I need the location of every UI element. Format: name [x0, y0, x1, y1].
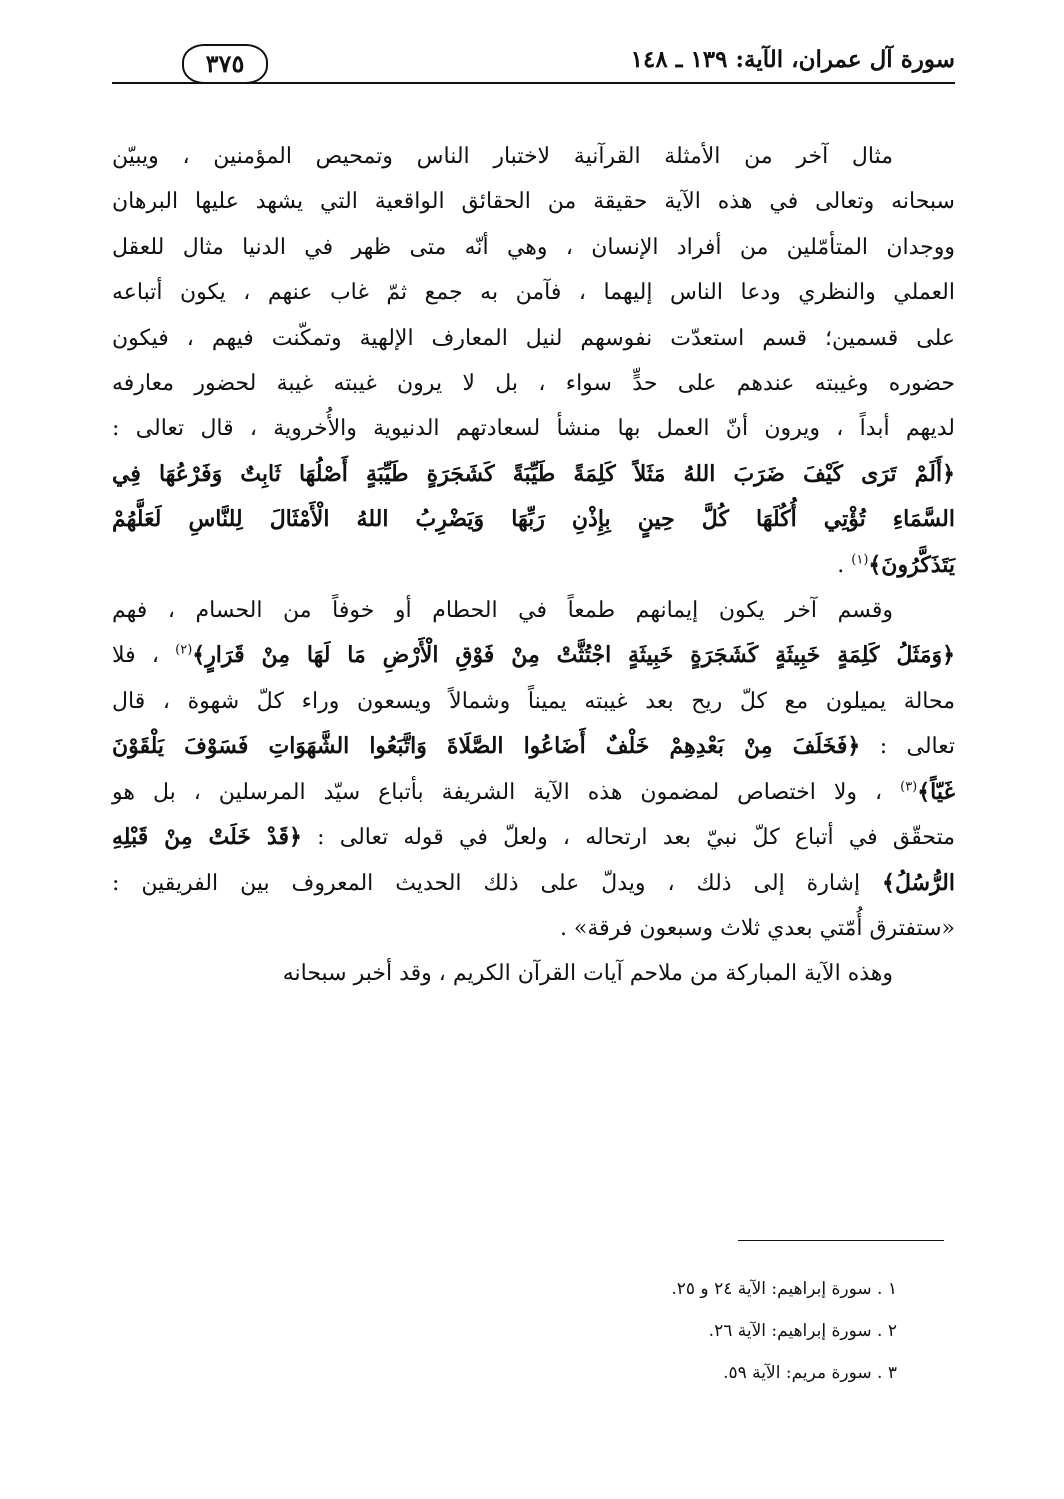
- main-text: [112, 134, 955, 997]
- footnote-2: ٢ . سورة إبراهيم: الآية ٢٦.: [708, 1321, 897, 1341]
- text-segment: مثال آخر من الأمثلة القرآنية لاختبار الناس وتمحيص المؤمنين ، ويبيّن: [112, 144, 893, 169]
- footnote-1: ١ . سورة إبراهيم: الآية ٢٤ و ٢٥.: [671, 1279, 897, 1299]
- running-header: [112, 36, 955, 86]
- text-line: [112, 270, 955, 315]
- text-segment: إشارة إلى ذلك ، ويدلّ على ذلك الحديث المعروف بين الفريقين :: [112, 870, 883, 896]
- text-segment: متحقّق في أتباع كلّ نبيّ بعد ارتحاله ، ولعلّ في قوله تعالى :: [301, 825, 955, 851]
- text-line: [112, 588, 955, 633]
- text-line: [112, 543, 955, 588]
- text-segment: ، ولا اختصاص لمضمون هذه الآية الشريفة بأتباع سيّد المرسلين ، بل هو: [112, 779, 901, 805]
- text-line: [112, 179, 955, 224]
- text-line: [112, 724, 955, 769]
- text-segment: ووجدان المتأمّلين من أفراد الإنسان ، وهي أنّه متى ظهر في الدنيا مثال للعقل: [112, 234, 955, 260]
- text-line: [112, 316, 955, 361]
- text-segment: وقسم آخر يكون إيمانهم طمعاً في الحطام أو خوفاً من الحسام ، فهم: [112, 598, 893, 624]
- text-line: [112, 951, 955, 996]
- text-line: [112, 406, 955, 451]
- text-segment: العملي والنظري ودعا الناس إليهما ، فآمن به جمع ثمّ غاب عنهم ، يكون أتباعه: [112, 280, 955, 306]
- quran-verse: ﴿قَدْ خَلَتْ مِنْ قَبْلِهِ: [112, 824, 302, 851]
- text-line: [112, 679, 955, 724]
- footnote-reference: (٢): [175, 643, 193, 659]
- text-line: [112, 815, 955, 860]
- text-line: [112, 452, 955, 497]
- footnote-separator: [738, 1240, 944, 1241]
- quran-verse: السَّمَاءِ تُؤْتِي أُكُلَهَا كُلَّ حِينٍ بِإِذْنِ رَبِّهَا وَيَضْرِبُ اللهُ الْأَمْثَالَ لِلنَّاسِ لَعَلَّهُمْ: [112, 506, 955, 533]
- text-segment: .: [837, 552, 852, 578]
- text-segment: محالة يميلون مع كلّ ريح بعد غيبته يميناً وشمالاً ويسعون وراء كلّ شهوة ، قال: [112, 688, 955, 714]
- text-segment: حضوره وغيبته عندهم على حدٍّ سواء ، بل لا يرون غيبته غيبة لحضور معارفه: [112, 371, 955, 397]
- header-title: سورة آل عمران، الآية: ١٣٩ ـ ١٤٨: [630, 46, 955, 73]
- text-segment: سبحانه وتعالى في هذه الآية حقيقة من الحقائق الواقعية التي يشهد عليها البرهان: [112, 189, 955, 215]
- text-line: [112, 633, 955, 678]
- header-rule: [112, 82, 955, 84]
- text-line: [112, 225, 955, 270]
- footnote-3: ٣ . سورة مريم: الآية ٥٩.: [723, 1363, 897, 1383]
- text-segment: «ستفترق أُمّتي بعدي ثلاث وسبعون فرقة» .: [559, 915, 955, 941]
- footnote-reference: (٣): [900, 779, 918, 795]
- quran-verse: ﴿أَلَمْ تَرَى كَيْفَ ضَرَبَ اللهُ مَثَلاً كَلِمَةً طَيِّبَةً كَشَجَرَةٍ طَيِّبَةٍ أَصْلُهَا ثَابِتٌ وَفَرْعُهَا فِي: [112, 460, 955, 487]
- text-segment: تعالى :: [860, 734, 955, 760]
- footnotes: [112, 1268, 955, 1394]
- text-line: [112, 770, 955, 815]
- quran-verse: ﴿فَخَلَفَ مِنْ بَعْدِهِمْ خَلْفٌ أَضَاعُوا الصَّلَاةَ وَاتَّبَعُوا الشَّهَوَاتِ فَسَوْفَ يَلْقَوْنَ: [112, 733, 861, 760]
- footnote-reference: (١): [851, 552, 869, 568]
- quran-verse: الرُّسُلُ﴾: [882, 869, 955, 896]
- text-line: [112, 906, 955, 951]
- text-line: [112, 861, 955, 906]
- quran-verse: يَتَذَكَّرُونَ﴾: [868, 551, 955, 578]
- text-segment: على قسمين؛ قسم استعدّت نفوسهم لنيل المعارف الإلهية وتمكّنت فيهم ، فيكون: [112, 325, 955, 351]
- text-segment: لديهم أبداً ، ويرون أنّ العمل بها منشأ لسعادتهم الدنيوية والأُخروية ، قال تعالى :: [112, 416, 955, 442]
- text-segment: وهذه الآية المباركة من ملاحم آيات القرآن الكريم ، وقد أخبر سبحانه: [282, 961, 893, 987]
- text-line: [112, 361, 955, 406]
- quran-verse: ﴿وَمَثَلُ كَلِمَةٍ خَبِيثَةٍ كَشَجَرَةٍ خَبِيثَةٍ اجْتُثَّتْ مِنْ فَوْقِ الْأَرْضِ مَا لَهَا مِنْ قَرَارٍ﴾: [192, 642, 955, 669]
- quran-verse: غَيّاً﴾: [917, 778, 955, 805]
- text-line: [112, 134, 955, 179]
- text-segment: ، فلا: [112, 643, 176, 669]
- page-number: ٣٧٥: [182, 44, 268, 84]
- text-line: [112, 497, 955, 542]
